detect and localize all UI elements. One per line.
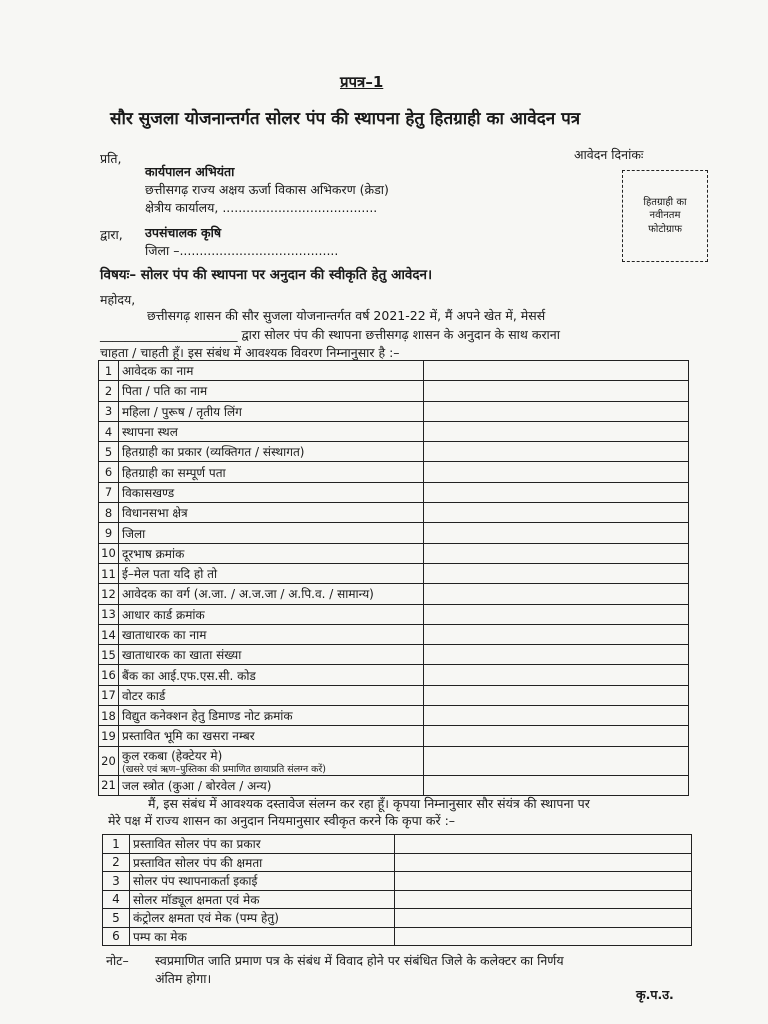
addressee-officer: कार्यपालन अभियंता [145,164,235,179]
row-value-field[interactable] [395,927,692,946]
row-value-field[interactable] [424,685,689,705]
row-value-field[interactable] [424,503,689,523]
row-number: 5 [103,909,130,928]
row-number: 3 [99,401,119,421]
table-row [99,482,689,502]
row-value-field[interactable] [424,361,689,381]
table-row [99,665,689,685]
photo-box-line: फोटोग्राफ [648,223,682,235]
photo-placeholder-box [622,170,708,262]
row-number: 6 [99,462,119,482]
page-continue-mark: कृ.प.उ. [636,987,674,1002]
row-label: प्रस्तावित भूमि का खसरा नम्बर [122,729,255,744]
table-row [103,835,692,854]
row-label: विकासखण्ड [122,485,175,500]
table-row [99,563,689,583]
row-value-field[interactable] [424,624,689,644]
intro-line-1: छत्तीसगढ़ शासन की सौर सुजला योजनान्तर्गत वर्ष 2021-22 में, मैं अपने खेत में, मेसर्स [147,308,546,323]
row-number: 3 [103,872,130,891]
row-value-field[interactable] [395,835,692,854]
row-value-field[interactable] [424,775,689,795]
row-label-cell [119,421,424,441]
row-label: कुल रकबा (हेक्टेयर मे) [122,748,223,763]
photo-box-line: हितग्राही का [643,196,687,208]
row-number: 20 [99,746,119,775]
table-row [99,775,689,795]
form-title: सौर सुजला योजनान्तर्गत सोलर पंप की स्थापना हेतु हितग्राही का आवेदन पत्र [110,109,581,129]
table-row [99,523,689,543]
row-label: स्थापना स्थल [122,425,178,440]
row-number: 4 [103,890,130,909]
row-value-field[interactable] [424,604,689,624]
table-row [103,909,692,928]
row-label-cell [119,706,424,726]
row-label-cell [130,853,395,872]
table-row [99,442,689,462]
table-row [99,645,689,665]
row-label-cell [130,909,395,928]
row-value-field[interactable] [424,746,689,775]
row-number: 2 [103,853,130,872]
row-label-cell [119,746,424,775]
row-label: खाताधारक का नाम [122,628,207,642]
form-number: प्रपत्र–1 [340,73,384,91]
table-row [103,890,692,909]
addressee-office: क्षेत्रीय कार्यालय, ....................................... [145,200,378,215]
row-number: 13 [99,604,119,624]
table-row [99,543,689,563]
pump-details-table [102,834,692,946]
row-label: विद्युत कनेक्शन हेतु डिमाण्ड नोट क्रमांक [122,709,293,724]
row-label: वोटर कार्ड [122,688,166,703]
row-number: 10 [99,543,119,563]
table-row [99,726,689,746]
row-label: कंट्रोलर क्षमता एवं मेक (पम्प हेतु) [133,911,279,926]
para2-line-2: मेरे पक्ष में राज्य शासन का अनुदान नियमानुसार स्वीकृत करने कि कृपा करें :– [108,813,456,828]
row-label: आधार कार्ड क्रमांक [122,607,205,622]
table-row [103,853,692,872]
note-line-1: स्वप्रमाणित जाति प्रमाण पत्र के संबंध में विवाद होने पर संबंधित जिले के कलेक्टर का निर्णय [155,953,564,968]
row-number: 14 [99,624,119,644]
row-value-field[interactable] [424,401,689,421]
row-number: 6 [103,927,130,946]
table-row [99,584,689,604]
row-label-cell [119,645,424,665]
row-label-cell [119,543,424,563]
district-line: जिला –........................................ [145,243,339,258]
table-row [99,381,689,401]
row-label-cell [119,563,424,583]
row-value-field[interactable] [424,421,689,441]
row-label: विधानसभा क्षेत्र [122,506,188,521]
row-number: 21 [99,775,119,795]
row-label-cell [119,442,424,462]
table-row [99,503,689,523]
para2-line-1: मैं, इस संबंध में आवश्यक दस्तावेज संलग्न कर रहा हूँ। कृपया निम्नानुसार सौर संयंत्र की स्थापना पर [148,796,590,811]
row-label: ई–मेल पता यदि हो तो [122,567,218,582]
row-value-field[interactable] [424,462,689,482]
row-value-field[interactable] [424,706,689,726]
table-row [99,685,689,705]
row-label: पम्प का मेक [133,929,187,944]
row-label: सोलर पंप स्थापनाकर्ता इकाई [133,874,258,889]
row-sublabel: (खसरे एवं ऋण–पुस्तिका की प्रमाणित छायाप्रति संलग्न करें) [122,763,327,775]
row-label: हितग्राही का प्रकार (व्यक्तिगत / संस्थागत) [122,445,305,460]
row-label-cell [119,665,424,685]
intro-line-2: ______________________ द्वारा सोलर पंप की स्थापना छत्तीसगढ़ शासन के अनुदान के साथ कराना [100,327,560,342]
row-label: जिला [122,526,146,541]
via-label: द्वारा, [100,227,123,242]
row-number: 9 [99,523,119,543]
intro-line-3: चाहता / चाहती हूँ। इस संबंध में आवश्यक विवरण निम्नानुसार है :– [100,345,400,360]
row-number: 16 [99,665,119,685]
row-value-field[interactable] [395,890,692,909]
row-value-field[interactable] [395,853,692,872]
row-label: आवेदक का वर्ग (अ.जा. / अ.ज.जा / अ.पि.व. / सामान्य) [122,587,374,602]
row-value-field[interactable] [424,543,689,563]
table-row [103,927,692,946]
row-label-cell [119,726,424,746]
row-label-cell [119,685,424,705]
row-label-cell [119,584,424,604]
row-value-field[interactable] [424,563,689,583]
row-number: 8 [99,503,119,523]
via-officer: उपसंचालक कृषि [145,225,222,240]
row-label: प्रस्तावित सोलर पंप का प्रकार [133,837,261,852]
table-row [99,624,689,644]
row-label-cell [119,775,424,795]
row-value-field[interactable] [424,665,689,685]
table-row [103,872,692,891]
row-value-field[interactable] [424,523,689,543]
row-label-cell [130,872,395,891]
row-value-field[interactable] [424,482,689,502]
row-label-cell [119,624,424,644]
row-label-cell [119,604,424,624]
row-label-cell [119,361,424,381]
row-number: 12 [99,584,119,604]
row-number: 5 [99,442,119,462]
row-label: हितग्राही का सम्पूर्ण पता [122,465,226,480]
note-line-2: अंतिम होगा। [155,971,212,986]
row-label-cell [119,381,424,401]
table-row [99,706,689,726]
row-value-field[interactable] [395,909,692,928]
row-number: 1 [103,835,130,854]
row-label: खाताधारक का खाता संख्या [122,648,242,663]
row-value-field[interactable] [395,872,692,891]
row-label-cell [119,401,424,421]
row-label: पिता / पति का नाम [122,384,208,399]
row-label: महिला / पुरूष / तृतीय लिंग [122,404,242,419]
row-label-cell [130,890,395,909]
salutation: महोदय, [100,292,136,307]
row-label-cell [130,927,395,946]
row-value-field[interactable] [424,645,689,665]
row-label: सोलर मॉड्यूल क्षमता एवं मेक [133,892,260,907]
subject-line: विषयः– सोलर पंप की स्थापना पर अनुदान की स्वीकृति हेतु आवेदन। [100,267,433,283]
row-value-field[interactable] [424,442,689,462]
to-label: प्रति, [100,151,122,166]
table-row [99,421,689,441]
row-number: 19 [99,726,119,746]
row-number: 17 [99,685,119,705]
row-number: 11 [99,563,119,583]
row-label-cell [119,482,424,502]
row-number: 15 [99,645,119,665]
row-label: दूरभाष क्रमांक [122,546,185,561]
note-label: नोट– [106,953,129,968]
photo-box-line: नवीनतम [649,210,681,222]
applicant-details-table [98,360,689,796]
table-row [99,462,689,482]
row-number: 7 [99,482,119,502]
row-label: आवेदक का नाम [122,364,194,379]
table-row [99,746,689,775]
table-row [99,401,689,421]
row-number: 4 [99,421,119,441]
row-value-field[interactable] [424,584,689,604]
row-number: 18 [99,706,119,726]
row-label: बैंक का आई.एफ.एस.सी. कोड [122,668,256,683]
row-label: प्रस्तावित सोलर पंप की क्षमता [133,855,263,870]
row-label: जल स्त्रोत (कुआ / बोरवेल / अन्य) [122,778,272,793]
row-number: 2 [99,381,119,401]
row-value-field[interactable] [424,381,689,401]
addressee-agency: छत्तीसगढ़ राज्य अक्षय ऊर्जा विकास अभिकरण (क्रेडा) [145,182,389,197]
table-row [99,604,689,624]
row-label-cell [130,835,395,854]
row-label-cell [119,523,424,543]
row-label-cell [119,503,424,523]
row-value-field[interactable] [424,726,689,746]
table-row [99,361,689,381]
row-label-cell [119,462,424,482]
application-date-label: आवेदन दिनांकः [574,147,644,162]
row-number: 1 [99,361,119,381]
